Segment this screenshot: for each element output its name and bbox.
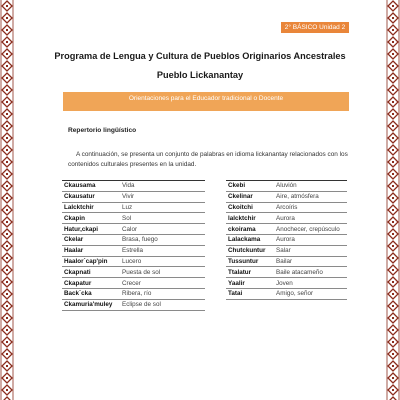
meaning-cell: Amigo, señor [274, 288, 347, 299]
table-row [226, 267, 347, 278]
word-cell: Ckausama [62, 181, 120, 192]
meaning-cell: Crecer [120, 278, 205, 289]
section-title: Repertorio lingüístico [68, 127, 137, 134]
word-cell: Haalar [62, 245, 120, 256]
page-title: Programa de Lengua y Cultura de Pueblos Originarios Ancestrales [54, 51, 346, 61]
table-row [226, 181, 347, 192]
table-row [62, 213, 205, 224]
meaning-cell: Anochecer, crepúsculo [274, 224, 347, 235]
word-cell: Haalor´cap'pin [62, 256, 120, 267]
table-row [62, 267, 205, 278]
table-row [62, 234, 205, 245]
word-cell: ckoirama [226, 224, 274, 235]
table-row [226, 288, 347, 299]
table-row [226, 256, 347, 267]
intro-paragraph: A continuación, se presenta un conjunto de palabras en idioma lickanantay relacionados con los contenidos culturales presentes en la unidad. [68, 151, 348, 168]
meaning-cell: Eclipse de sol [120, 299, 205, 310]
word-cell: Ttalatur [226, 267, 274, 278]
meaning-cell: Aluvión [274, 181, 347, 192]
meaning-cell: Baile atacameño [274, 267, 347, 278]
word-cell: Chutckuntur [226, 245, 274, 256]
word-cell: Ckelinar [226, 191, 274, 202]
meaning-cell: Aurora [274, 234, 347, 245]
meaning-cell: Ribera, río [120, 288, 205, 299]
meaning-cell: Vida [120, 181, 205, 192]
word-cell: Yaalir [226, 278, 274, 289]
table-row [226, 245, 347, 256]
table-row [62, 191, 205, 202]
table-row [226, 191, 347, 202]
word-cell: Tussuntur [226, 256, 274, 267]
meaning-cell: Aurora [274, 213, 347, 224]
word-cell: Ckausatur [62, 191, 120, 202]
word-cell: Ckebi [226, 181, 274, 192]
meaning-cell: Brasa, fuego [120, 234, 205, 245]
word-cell: Lalackama [226, 234, 274, 245]
meaning-cell: Bailar [274, 256, 347, 267]
table-row [62, 245, 205, 256]
meaning-cell: Puesta de sol [120, 267, 205, 278]
table-row [62, 202, 205, 213]
word-cell: Lalcktchir [62, 202, 120, 213]
table-row [226, 213, 347, 224]
meaning-cell: Aire, atmósfera [274, 191, 347, 202]
table-row [62, 278, 205, 289]
word-cell: Ckapin [62, 213, 120, 224]
table-row [62, 256, 205, 267]
meaning-cell: Estrella [120, 245, 205, 256]
vocabulary-table-right [226, 180, 347, 300]
word-cell: Ckapatur [62, 278, 120, 289]
meaning-cell: Lucero [120, 256, 205, 267]
table-row [226, 278, 347, 289]
page-subtitle: Pueblo Lickanantay [156, 70, 244, 80]
meaning-cell: Arcoíris [274, 202, 347, 213]
word-cell: Ckelar [62, 234, 120, 245]
table-row [226, 202, 347, 213]
meaning-cell: Calor [120, 224, 205, 235]
meaning-cell: Luz [120, 202, 205, 213]
table-row [226, 224, 347, 235]
word-cell: Hatur,ckapi [62, 224, 120, 235]
meaning-cell: Salar [274, 245, 347, 256]
meaning-cell: Sol [120, 213, 205, 224]
meaning-cell: Vivir [120, 191, 205, 202]
word-cell: Ckapnati [62, 267, 120, 278]
table-row [62, 181, 205, 192]
word-cell: Ckamuria'muley [62, 299, 120, 310]
grade-unit-badge: 2° BÁSICO Unidad 2 [281, 22, 349, 33]
word-cell: lalcktchir [226, 213, 274, 224]
table-row [62, 299, 205, 310]
table-row [226, 234, 347, 245]
word-cell: Back´cka [62, 288, 120, 299]
word-cell: Tatai [226, 288, 274, 299]
meaning-cell: Joven [274, 278, 347, 289]
word-cell: Ckoitchi [226, 202, 274, 213]
section-banner: Orientaciones para el Educador tradicional o Docente [63, 92, 349, 111]
table-row [62, 224, 205, 235]
table-row [62, 288, 205, 299]
vocabulary-table-left [62, 180, 205, 311]
